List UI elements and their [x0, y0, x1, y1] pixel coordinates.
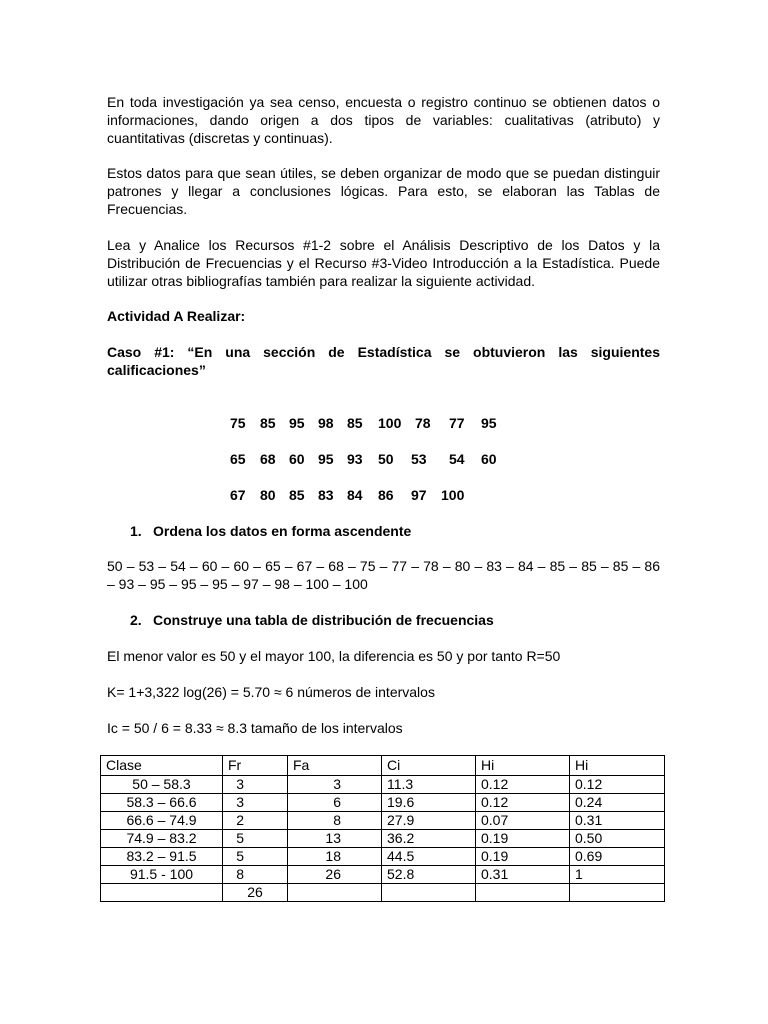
header-clase: Clase [101, 756, 223, 776]
score: 60 [481, 451, 497, 467]
score: 86 [378, 487, 394, 503]
score: 100 [378, 415, 402, 431]
cell-clase: 74.9 – 83.2 [101, 830, 223, 848]
score: 95 [318, 451, 334, 467]
table-row [101, 794, 665, 812]
ic-text: Ic = 50 / 6 = 8.33 ≈ 8.3 tamaño de los intervalos [107, 720, 403, 736]
cell-hi-cumulative: 1 [570, 866, 665, 884]
score: 100 [441, 487, 465, 503]
cell-hi-cumulative: 0.50 [570, 830, 665, 848]
cell-total-fr: 26 [223, 884, 288, 902]
cell-total-clase [101, 884, 223, 902]
cell-total-hi [476, 884, 570, 902]
cell-clase: 58.3 – 66.6 [101, 794, 223, 812]
cell-fr: 3 [223, 776, 288, 794]
score: 80 [260, 487, 276, 503]
header-ci: Ci [382, 756, 476, 776]
table-total-row [101, 884, 665, 902]
score: 98 [318, 415, 334, 431]
step-2-number: 2. [130, 612, 142, 628]
intro-paragraph-3: Lea y Analice los Recursos #1-2 sobre el Análisis Descriptivo de los Datos y la Distribución de Frecuencias y el Recurso #3-Video Introducción a la Estadística. Puede utilizar otras bibliografías también para realizar la siguiente actividad. [107, 237, 660, 289]
step-2-heading [130, 611, 494, 629]
cell-ci: 11.3 [382, 776, 476, 794]
case-heading: Caso #1: “En una sección de Estadística se obtuvieron las siguientes calificaciones” [107, 344, 660, 378]
cell-fa: 13 [288, 830, 382, 848]
table-row [101, 776, 665, 794]
cell-hi: 0.12 [476, 776, 570, 794]
cell-ci: 19.6 [382, 794, 476, 812]
range-text: El menor valor es 50 y el mayor 100, la diferencia es 50 y por tanto R=50 [107, 648, 561, 664]
cell-fa: 3 [288, 776, 382, 794]
cell-fa: 26 [288, 866, 382, 884]
cell-fr: 5 [223, 848, 288, 866]
cell-hi-cumulative: 0.69 [570, 848, 665, 866]
cell-hi-cumulative: 0.31 [570, 812, 665, 830]
score: 95 [481, 415, 497, 431]
cell-hi-cumulative: 0.12 [570, 776, 665, 794]
table-row [101, 848, 665, 866]
score: 83 [318, 487, 334, 503]
score: 50 [378, 451, 394, 467]
cell-clase: 83.2 – 91.5 [101, 848, 223, 866]
cell-ci: 52.8 [382, 866, 476, 884]
score: 85 [260, 415, 276, 431]
cell-fr: 2 [223, 812, 288, 830]
cell-fa: 18 [288, 848, 382, 866]
score: 53 [411, 451, 427, 467]
table-row [101, 830, 665, 848]
cell-hi: 0.12 [476, 794, 570, 812]
header-hi-cumulative: Hi [570, 756, 665, 776]
score: 60 [289, 451, 305, 467]
cell-clase: 91.5 - 100 [101, 866, 223, 884]
score: 75 [230, 415, 246, 431]
cell-ci: 27.9 [382, 812, 476, 830]
score: 85 [289, 487, 305, 503]
intro-paragraph-1: En toda investigación ya sea censo, encuesta o registro continuo se obtienen datos o informaciones, dando origen a dos tipos de variables: cualitativas (atributo) y cuantitativas (discretas y continuas). [107, 94, 660, 146]
header-hi: Hi [476, 756, 570, 776]
frequency-table [100, 755, 665, 902]
table-row [101, 866, 665, 884]
score: 93 [347, 451, 363, 467]
score: 68 [260, 451, 276, 467]
table-header-row [101, 756, 665, 776]
score: 97 [411, 487, 427, 503]
score: 54 [449, 451, 465, 467]
score: 67 [230, 487, 246, 503]
cell-ci: 44.5 [382, 848, 476, 866]
cell-fa: 8 [288, 812, 382, 830]
score: 85 [347, 415, 363, 431]
cell-ci: 36.2 [382, 830, 476, 848]
cell-hi: 0.19 [476, 848, 570, 866]
header-fa: Fa [288, 756, 382, 776]
activity-heading: Actividad A Realizar: [107, 308, 246, 324]
cell-fr: 3 [223, 794, 288, 812]
step-1-heading [130, 522, 411, 540]
cell-total-fa [288, 884, 382, 902]
step-1-number: 1. [130, 523, 142, 539]
cell-total-ci [382, 884, 476, 902]
cell-clase: 66.6 – 74.9 [101, 812, 223, 830]
sorted-data: 50 – 53 – 54 – 60 – 60 – 65 – 67 – 68 – 75 – 77 – 78 – 80 – 83 – 84 – 85 – 85 – 85 – 86 – 93 – 95 – 95 – 95 – 97 – 98 – 100 – 100 [107, 558, 660, 592]
step-1-label: Ordena los datos en forma ascendente [153, 523, 412, 539]
cell-hi: 0.19 [476, 830, 570, 848]
score: 77 [449, 415, 465, 431]
table-row [101, 812, 665, 830]
header-fr: Fr [223, 756, 288, 776]
cell-fa: 6 [288, 794, 382, 812]
score: 84 [347, 487, 363, 503]
cell-total-hi-cumulative [570, 884, 665, 902]
cell-clase: 50 – 58.3 [101, 776, 223, 794]
score: 95 [289, 415, 305, 431]
score: 65 [230, 451, 246, 467]
intro-paragraph-2: Estos datos para que sean útiles, se deben organizar de modo que se puedan distinguir patrones y llegar a conclusiones lógicas. Para esto, se elaboran las Tablas de Frecuencias. [107, 165, 660, 217]
cell-fr: 5 [223, 830, 288, 848]
cell-hi-cumulative: 0.24 [570, 794, 665, 812]
cell-hi: 0.07 [476, 812, 570, 830]
cell-hi: 0.31 [476, 866, 570, 884]
step-2-label: Construye una tabla de distribución de frecuencias [153, 612, 494, 628]
cell-fr: 8 [223, 866, 288, 884]
score: 78 [415, 415, 431, 431]
k-text: K= 1+3,322 log(26) = 5.70 ≈ 6 números de intervalos [107, 684, 435, 700]
